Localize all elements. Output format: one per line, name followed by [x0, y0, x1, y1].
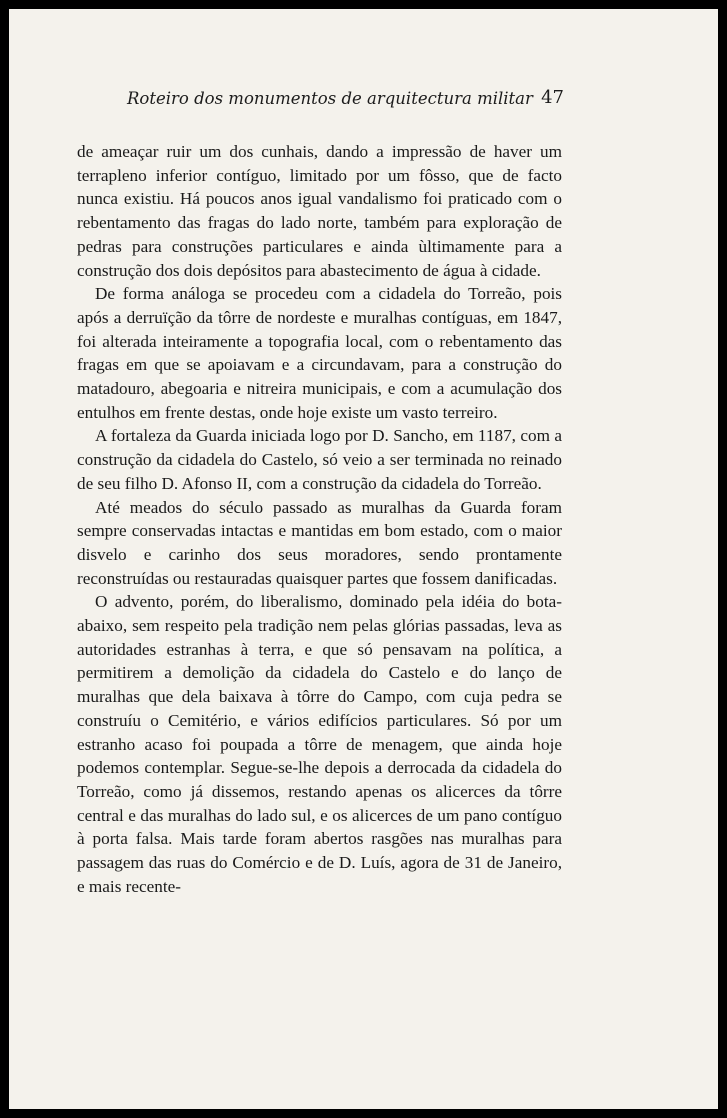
running-header: [119, 85, 564, 115]
paragraph-2: De forma análoga se procedeu com a cidadela do Torreão, pois após a derruïção da tôrre de nordeste e muralhas contíguas, em 1847, foi alterada inteiramente a topografia local, com o rebentamento das fragas em que se apoiavam e a circundavam, para a construção do matadouro, abegoaria e nitreira municipais, e com a acumulação dos entulhos em frente destas, onde hoje existe um vasto terreiro.: [77, 284, 562, 422]
paragraph-1: de ameaçar ruir um dos cunhais, dando a impressão de haver um terrapleno inferior contíguo, limitado por um fôsso, que de facto nunca existiu. Há poucos anos igual vandalismo foi praticado com o rebentamento das fragas do lado norte, também para exploração de pedras para construções particulares e ainda ùltimamente para a construção dos dois depósitos para abastecimento de água à cidade.: [77, 142, 562, 280]
paragraph-4: Até meados do século passado as muralhas da Guarda foram sempre conservadas intactas e mantidas em bom estado, com o maior disvelo e carinho dos seus moradores, sendo prontamente reconstruídas ou restauradas quaisquer partes que fossem danificadas.: [77, 497, 562, 588]
body-text: [77, 140, 562, 899]
running-title: Roteiro dos monumentos de arquitectura militar: [127, 89, 533, 108]
paragraph-3: A fortaleza da Guarda iniciada logo por D. Sancho, em 1187, com a construção da cidadela do Castelo, só veio a ser terminada no reinado de seu filho D. Afonso II, com a construção da cidadela do Torreão.: [77, 426, 562, 493]
page: [9, 9, 718, 1109]
page-number: 47: [541, 87, 564, 108]
paragraph-5: O advento, porém, do liberalismo, dominado pela idéia do bota-abaixo, sem respeito pela tradição nem pelas glórias passadas, leva as autoridades estranhas à terra, e que só pensavam na política, a permitirem a demolição da cidadela do Castelo e do lanço de muralhas que dela baixava à tôrre do Campo, com cuja pedra se construíu o Cemitério, e vários edifícios particulares. Só por um estranho acaso foi poupada a tôrre de menagem, que ainda hoje podemos contemplar. Segue-se-lhe depois a derrocada da cidadela do Torreão, como já dissemos, restando apenas os alicerces da tôrre central e das muralhas do lado sul, e os alicerces de um pano contíguo à porta falsa. Mais tarde foram abertos rasgões nas muralhas para passagem das ruas do Comércio e de D. Luís, agora de 31 de Janeiro, e mais recente-: [77, 592, 562, 896]
